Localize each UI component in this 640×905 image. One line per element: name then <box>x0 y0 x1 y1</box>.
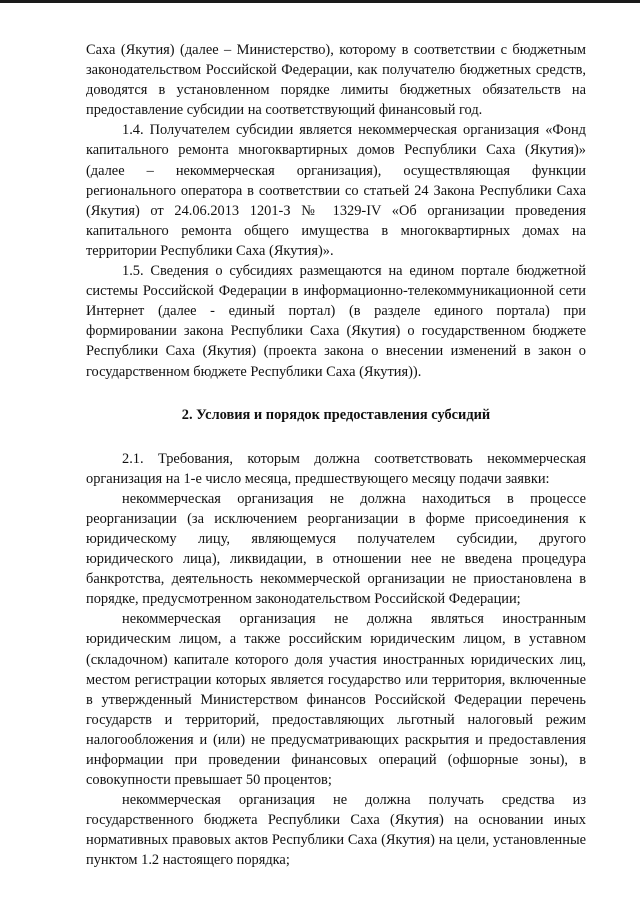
document-page <box>86 40 586 871</box>
paragraph-1-5: 1.5. Сведения о субсидиях размещаются на едином портале бюджетной системы Российской Федерации в информационно-телекоммуникационной сети Интернет (далее - единый портал) (в разделе единого портала) при формировании закона Республики Саха (Якутия) о государственном бюджете Республики Саха (Якутия) (проекта закона о внесении изменений в закон о государственном бюджете Республики Саха (Якутия)). <box>86 263 586 380</box>
paragraph-ministry-continuation: Саха (Якутия) (далее – Министерство), которому в соответствии с бюджетным законодательством Российской Федерации, как получателю бюджетных средств, доводятся в установленном порядке лимиты бюджетных обязательств на предоставление субсидии на соответствующий финансовый год. <box>86 42 586 119</box>
top-border-line <box>0 0 640 3</box>
paragraph-requirement-foreign-entity: некоммерческая организация не должна являться иностранным юридическим лицом, а также российским юридическим лицом, в уставном (складочном) капитале которого доля участия иностранных юридических лиц, местом регистрации которых является государство или территория, включенные в утвержденный Министерством финансов Российской Федерации перечень государств и территорий, предоставляющих льготный налоговый режим налогообложения и (или) не предусматривающих раскрытия и предоставления информации при проведении финансовых операций (офшорные зоны), в совокупности превышает 50 процентов; <box>86 611 586 789</box>
paragraph-2-1: 2.1. Требования, которым должна соответствовать некоммерческая организация на 1-е число месяца, предшествующего месяцу подачи заявки: <box>86 450 586 487</box>
paragraph-requirement-budget-funds: некоммерческая организация не должна получать средства из государственного бюджета Республики Саха (Якутия) на основании иных нормативных правовых актов Республики Саха (Якутия) на цели, установленные пунктом 1.2 настоящего порядка; <box>86 792 586 869</box>
section-heading-2: 2. Условия и порядок предоставления субсидий <box>181 406 491 423</box>
paragraph-requirement-reorganization: некоммерческая организация не должна находиться в процессе реорганизации (за исключением реорганизации в форме присоединения к юридическому лицу, являющемуся получателем субсидии, другого юридического лица), ликвидации, в отношении нее не введена процедура банкротства, деятельность некоммерческой организации не приостановлена в порядке, предусмотренном законодательством Российской Федерации; <box>86 490 586 608</box>
paragraph-1-4: 1.4. Получателем субсидии является некоммерческая организация «Фонд капитального ремонта многоквартирных домов Республики Саха (Якутия)» (далее – некоммерческая организация), осуществляющая функции регионального оператора в соответствии со статьей 24 Закона Республики Саха (Якутия) от 24.06.2013 1201-З № 1329-IV «Об организации проведения капитального ремонта общего имущества в многоквартирных домах на территории Республики Саха (Якутия)». <box>86 122 586 259</box>
